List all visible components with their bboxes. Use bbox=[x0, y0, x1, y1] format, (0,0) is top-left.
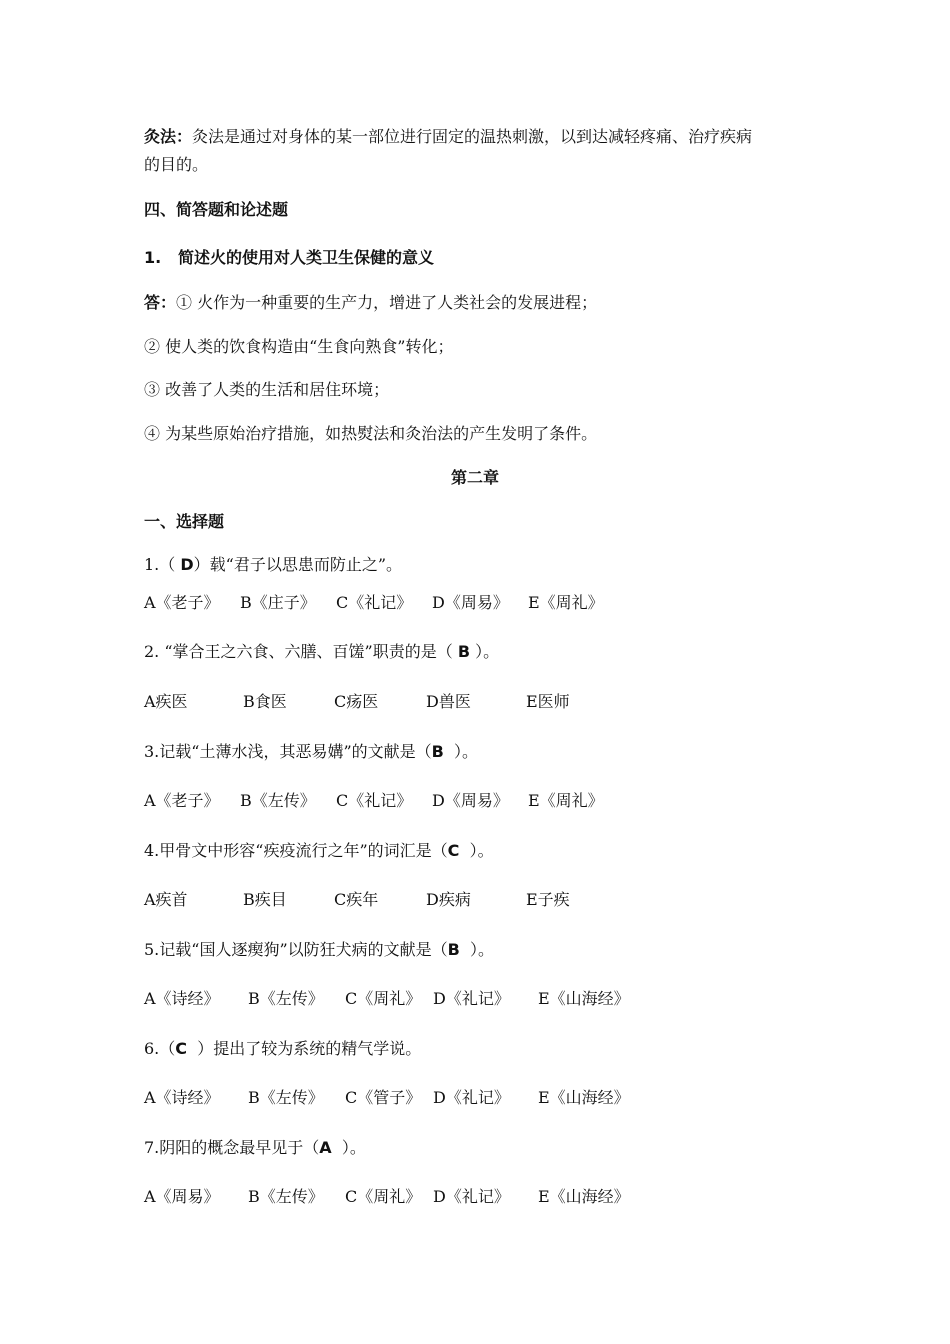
option-e: E《周礼》 bbox=[528, 791, 604, 810]
question-text-end: ）提出了较为系统的精气学说。 bbox=[187, 1039, 422, 1058]
option-d: D《周易》 bbox=[432, 791, 509, 810]
option-d: D疾病 bbox=[426, 890, 471, 909]
question-6 bbox=[144, 1039, 421, 1059]
option-b: B《庄子》 bbox=[240, 593, 316, 612]
answer-line-1 bbox=[144, 293, 597, 313]
question-text: 5.记载“国人逐瘈狗”以防狂犬病的文献是（ bbox=[144, 940, 448, 959]
question-4 bbox=[144, 841, 494, 861]
answer-line-4: ④ 为某些原始治疗措施，如热熨法和灸治法的产生发明了条件。 bbox=[144, 424, 598, 443]
answer-letter: B bbox=[431, 742, 444, 761]
term-label: 灸法 bbox=[144, 127, 177, 146]
option-b: B食医 bbox=[243, 692, 287, 711]
term-definition-continued: 的目的。 bbox=[144, 155, 209, 174]
option-b: B《左传》 bbox=[248, 1088, 324, 1107]
option-d: D《周易》 bbox=[432, 593, 509, 612]
question-text: 简述火的使用对人类卫生保健的意义 bbox=[177, 248, 434, 267]
option-d: D兽医 bbox=[426, 692, 471, 711]
question-text: 3.记载“土薄水浅，其恶易媾”的文献是（ bbox=[144, 742, 432, 761]
option-a: A疾医 bbox=[144, 692, 188, 711]
question-text-end: ）。 bbox=[470, 642, 500, 661]
question-1 bbox=[144, 555, 402, 575]
option-e: E《山海经》 bbox=[538, 1088, 630, 1107]
answer-letter: B bbox=[447, 940, 460, 959]
option-c: C《礼记》 bbox=[336, 791, 413, 810]
question-7 bbox=[144, 1138, 366, 1158]
question-text-end: ）。 bbox=[459, 841, 494, 860]
question-text: 1.（ bbox=[144, 555, 181, 574]
question-text: 7.阴阳的概念最早见于（ bbox=[144, 1138, 320, 1157]
option-a: A《诗经》 bbox=[144, 989, 220, 1008]
option-c: C《周礼》 bbox=[345, 989, 422, 1008]
chapter-title: 第二章 bbox=[450, 468, 499, 487]
option-b: B《左传》 bbox=[240, 791, 316, 810]
answer-letter: C bbox=[175, 1039, 188, 1058]
question-text-end: ）。 bbox=[331, 1138, 366, 1157]
question-text-end: ）载“君子以思患而防止之”。 bbox=[193, 555, 403, 574]
option-c: C《管子》 bbox=[345, 1088, 422, 1107]
option-a: A《老子》 bbox=[144, 593, 220, 612]
option-a: A《老子》 bbox=[144, 791, 220, 810]
answer-letter: D bbox=[180, 555, 194, 574]
answer-item: ① 火作为一种重要的生产力，增进了人类社会的发展进程； bbox=[176, 293, 598, 312]
option-c: C《礼记》 bbox=[336, 593, 413, 612]
question-3 bbox=[144, 742, 478, 762]
option-c: C《周礼》 bbox=[345, 1187, 422, 1206]
answer-line-2: ② 使人类的饮食构造由“生食向熟食”转化； bbox=[144, 337, 454, 356]
option-a: A《诗经》 bbox=[144, 1088, 220, 1107]
term-colon: ： bbox=[176, 127, 193, 146]
option-d: D《礼记》 bbox=[433, 989, 510, 1008]
option-a: A疾首 bbox=[144, 890, 188, 909]
moxibustion-definition bbox=[144, 127, 752, 147]
option-c: C疾年 bbox=[334, 890, 379, 909]
option-d: D《礼记》 bbox=[433, 1088, 510, 1107]
question-5 bbox=[144, 940, 494, 960]
question-text: 4.甲骨文中形容“疾疫流行之年”的词汇是（ bbox=[144, 841, 448, 860]
answer-label: 答： bbox=[144, 293, 177, 312]
section-heading-short-answer: 四、简答题和论述题 bbox=[144, 200, 289, 219]
answer-letter: B bbox=[457, 642, 471, 661]
option-e: E《周礼》 bbox=[528, 593, 604, 612]
answer-line-3: ③ 改善了人类的生活和居住环境； bbox=[144, 380, 390, 399]
option-b: B疾目 bbox=[243, 890, 287, 909]
option-d: D《礼记》 bbox=[433, 1187, 510, 1206]
option-a: A《周易》 bbox=[144, 1187, 220, 1206]
answer-letter: C bbox=[447, 841, 460, 860]
option-b: B《左传》 bbox=[248, 989, 324, 1008]
option-c: C疡医 bbox=[334, 692, 379, 711]
option-e: E医师 bbox=[526, 692, 570, 711]
question-2 bbox=[144, 642, 499, 662]
question-text-end: ）。 bbox=[443, 742, 479, 761]
answer-letter: A bbox=[319, 1138, 332, 1157]
question-1-heading bbox=[144, 248, 434, 268]
option-e: E《山海经》 bbox=[538, 989, 630, 1008]
option-b: B《左传》 bbox=[248, 1187, 324, 1206]
option-e: E《山海经》 bbox=[538, 1187, 630, 1206]
question-text: 2. “掌合王之六食、六膳、百馐”职责的是（ bbox=[144, 642, 458, 661]
term-definition: 灸法是通过对身体的某一部位进行固定的温热刺激，以到达减轻疼痛、治疗疾病 bbox=[192, 127, 753, 146]
option-e: E子疾 bbox=[526, 890, 570, 909]
question-number: 1. bbox=[144, 248, 162, 267]
section-heading-choice: 一、选择题 bbox=[144, 512, 225, 531]
question-text-end: ）。 bbox=[459, 940, 495, 959]
question-text: 6.（ bbox=[144, 1039, 176, 1058]
